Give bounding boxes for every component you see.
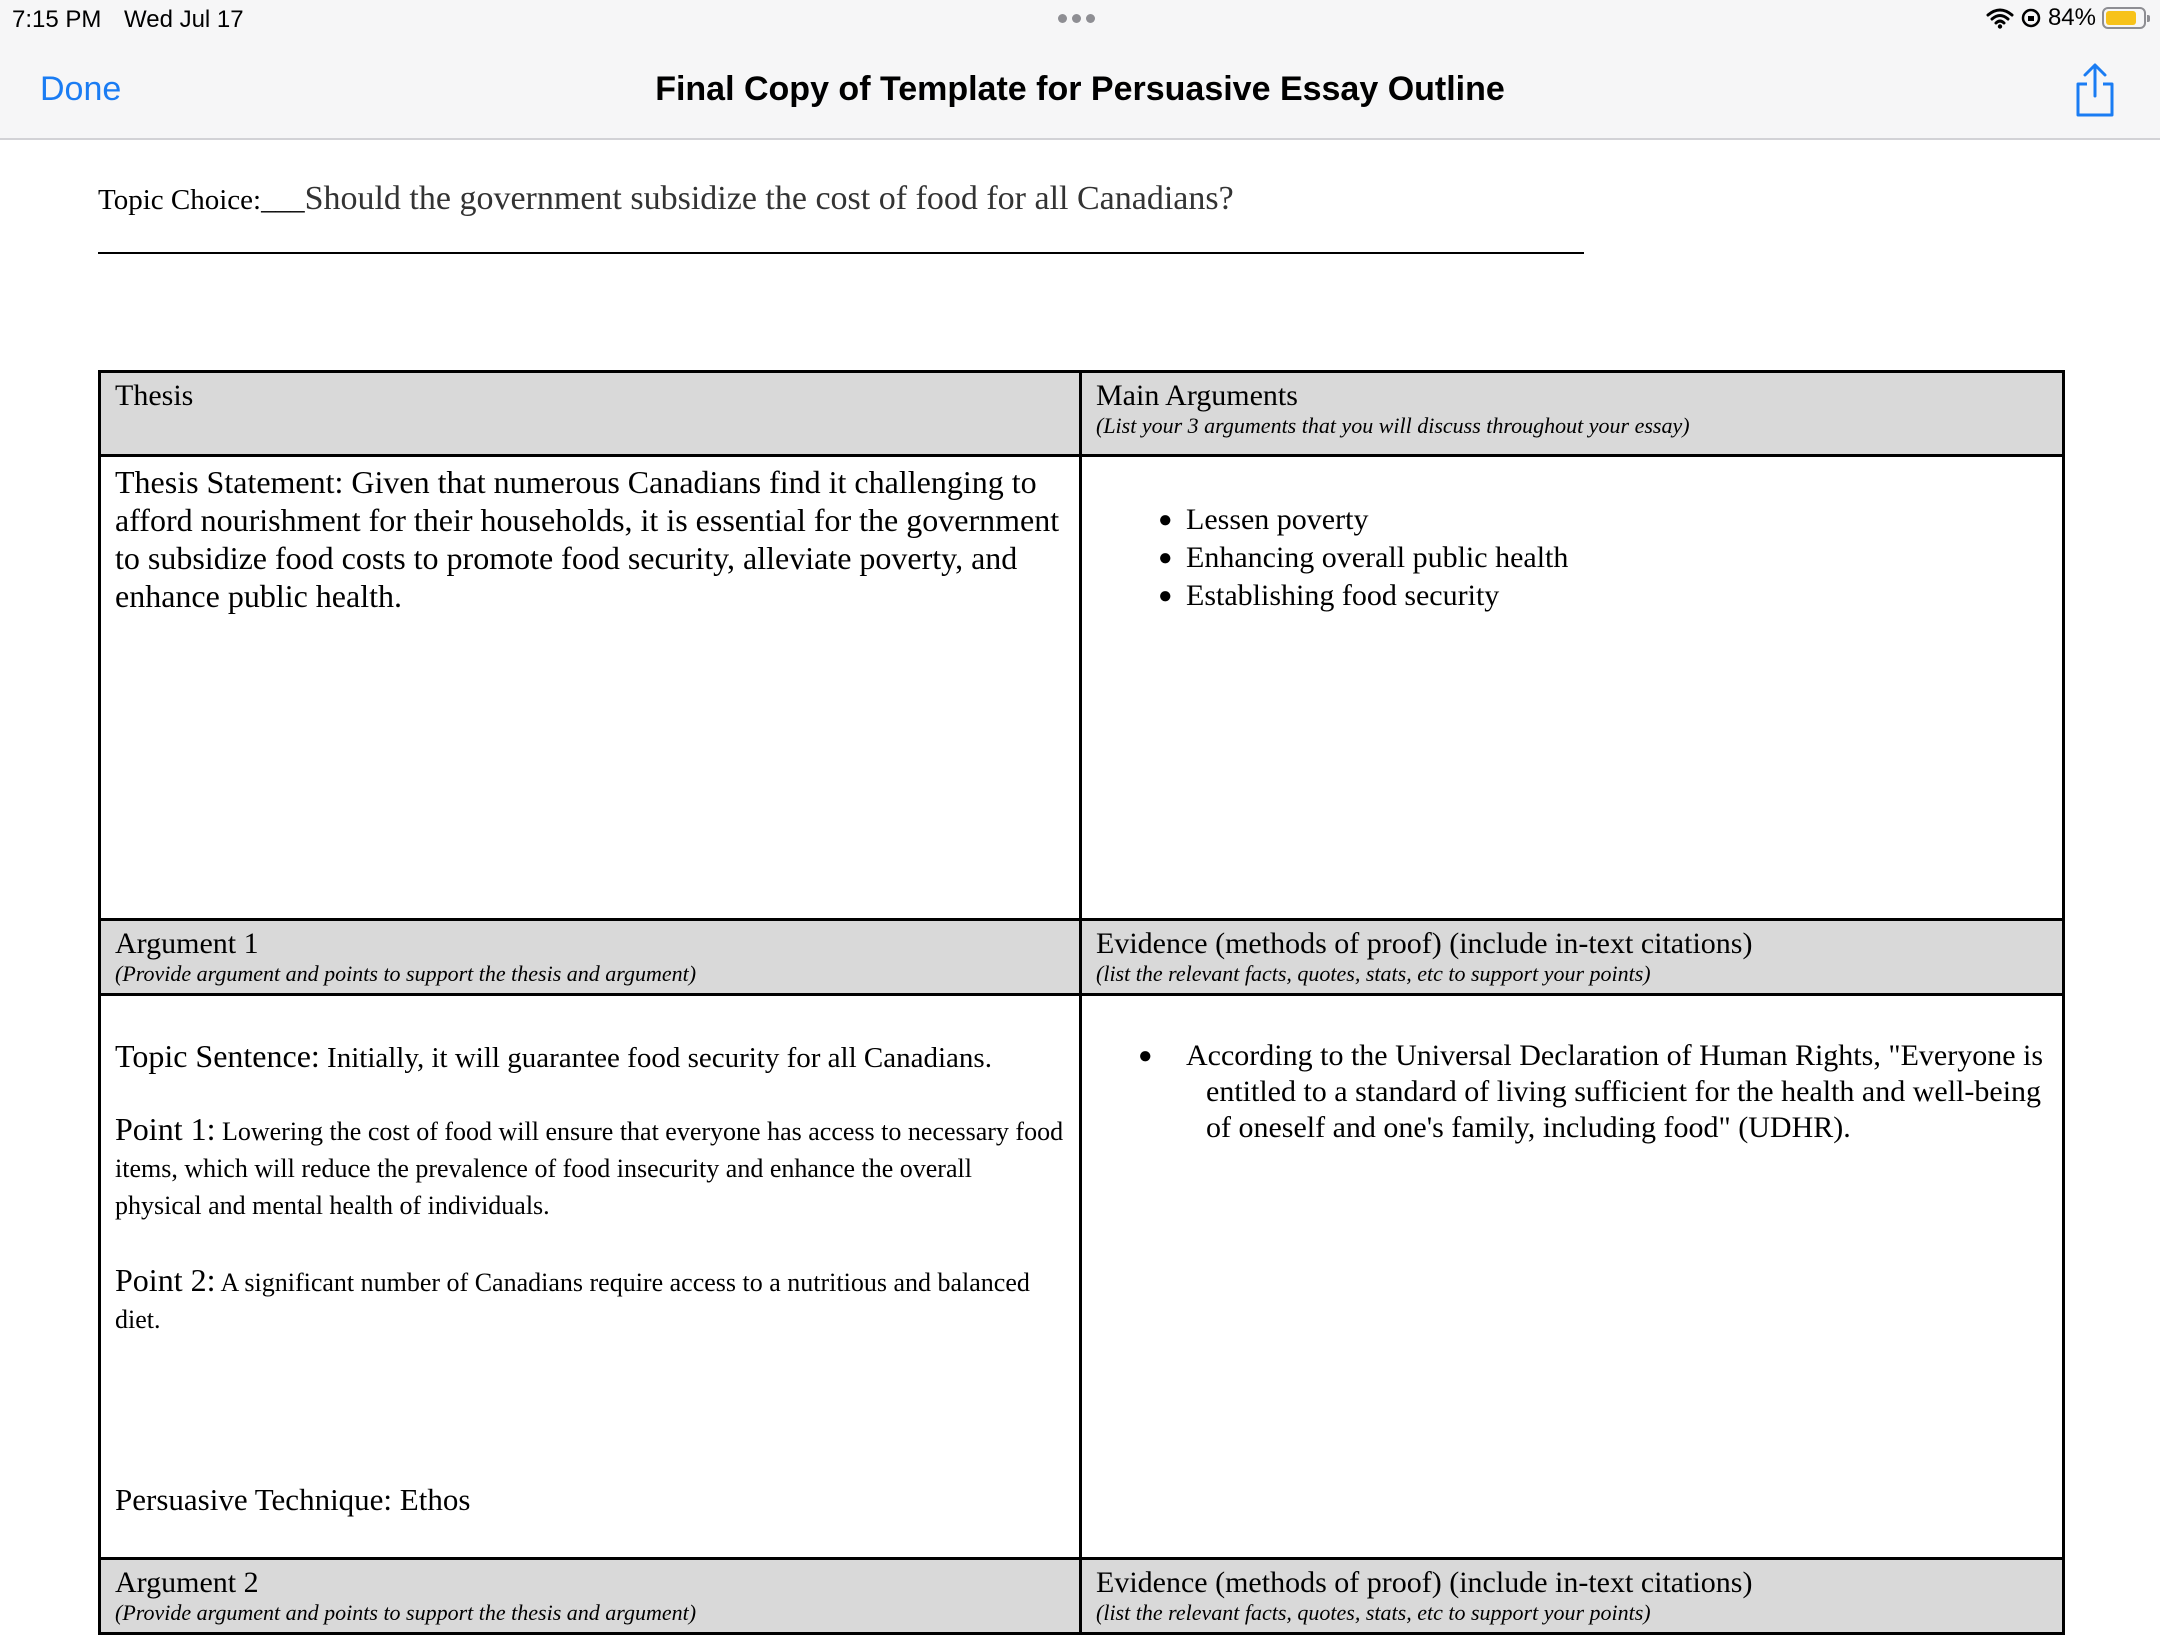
main-argument-item: ● Establishing food security [1186, 577, 2048, 615]
persuasive-technique: Persuasive Technique: Ethos [115, 1482, 471, 1517]
status-date: Wed Jul 17 [124, 6, 244, 33]
main-argument-item: ● Lessen poverty [1186, 501, 2048, 539]
battery-icon [2102, 7, 2146, 29]
evidence1-header-cell [1081, 920, 2064, 995]
orientation-lock-icon [2020, 7, 2042, 29]
battery-percent: 84% [2047, 4, 2096, 31]
status-indicators [1986, 4, 2146, 32]
point1-label: Point 1: [115, 1111, 216, 1147]
argument1-topic-sentence [115, 1038, 1065, 1075]
evidence-item: ● According to the Universal Declaration of Human Rights, "Everyone is entitled to a standard of living sufficient for the health and well-being of oneself and one's family, including food" (UDHR). [1186, 1038, 2048, 1146]
topic-sentence-label: Topic Sentence: [115, 1038, 320, 1074]
main-argument-item: ● Enhancing overall public health [1186, 539, 2048, 577]
thesis-statement-cell [100, 456, 1081, 920]
multitasking-dots-icon[interactable] [1058, 14, 1095, 23]
evidence1-cell [1081, 995, 2064, 1559]
evidence1-subheader: (list the relevant facts, quotes, stats, etc to support your points) [1096, 961, 1651, 986]
argument1-header: Argument 1 [115, 927, 259, 960]
argument1-point1 [115, 1113, 1065, 1226]
outline-table [98, 370, 2065, 1635]
main-arguments-cell [1081, 456, 2064, 920]
point2-text: A significant number of Canadians require access to a nutritious and balanced diet. [115, 1268, 1030, 1334]
main-arguments-subheader: (List your 3 arguments that you will discuss throughout your essay) [1096, 413, 1690, 438]
point2-label: Point 2: [115, 1262, 216, 1298]
battery-level-fill [2106, 11, 2136, 25]
status-bar [0, 0, 2160, 40]
evidence2-header: Evidence (methods of proof) (include in-text citations) [1096, 1566, 1753, 1599]
point1-text: Lowering the cost of food will ensure that everyone has access to necessary food items, which will reduce the prevalence of food insecurity and enhance the overall physical and mental health of individuals. [115, 1117, 1064, 1220]
argument1-subheader: (Provide argument and points to support the thesis and argument) [115, 961, 697, 986]
navigation-bar [0, 40, 2160, 140]
thesis-header-cell [100, 372, 1081, 456]
argument1-header-cell [100, 920, 1081, 995]
evidence2-subheader: (list the relevant facts, quotes, stats, etc to support your points) [1096, 1600, 1651, 1625]
topic-choice-label: Topic Choice: [98, 184, 262, 216]
status-time: 7:15 PM [12, 6, 102, 33]
wifi-icon [1986, 7, 2014, 29]
topic-sentence-text: Initially, it will guarantee food security for all Canadians. [319, 1042, 992, 1074]
argument2-header-cell [100, 1559, 1081, 1634]
topic-choice-value: Should the government subsidize the cost of food for all Canadians? [304, 180, 1234, 217]
thesis-header: Thesis [115, 379, 194, 412]
main-arguments-header-cell [1081, 372, 2064, 456]
main-arguments-header: Main Arguments [1096, 379, 1298, 412]
document-title: Final Copy of Template for Persuasive Essay Outline [655, 70, 1505, 108]
topic-blank: ___ [261, 184, 305, 216]
argument2-header: Argument 2 [115, 1566, 259, 1599]
evidence1-header: Evidence (methods of proof) (include in-text citations) [1096, 927, 1753, 960]
argument2-subheader: (Provide argument and points to support the thesis and argument) [115, 1600, 697, 1625]
argument1-point2 [115, 1264, 1065, 1340]
evidence1-list [1096, 1038, 2048, 1146]
main-arguments-list [1096, 501, 2048, 615]
argument1-cell [100, 995, 1081, 1559]
evidence2-header-cell [1081, 1559, 2064, 1634]
document-page[interactable] [0, 140, 2160, 1625]
share-icon[interactable] [2070, 62, 2120, 118]
done-button[interactable]: Done [40, 70, 122, 108]
thesis-statement: Thesis Statement: Given that numerous Canadians find it challenging to afford nourishment for their households, it is essential for the government to subsidize food costs to promote food security, alleviate poverty, and enhance public health. [115, 464, 1060, 614]
topic-choice-line [98, 180, 1584, 254]
